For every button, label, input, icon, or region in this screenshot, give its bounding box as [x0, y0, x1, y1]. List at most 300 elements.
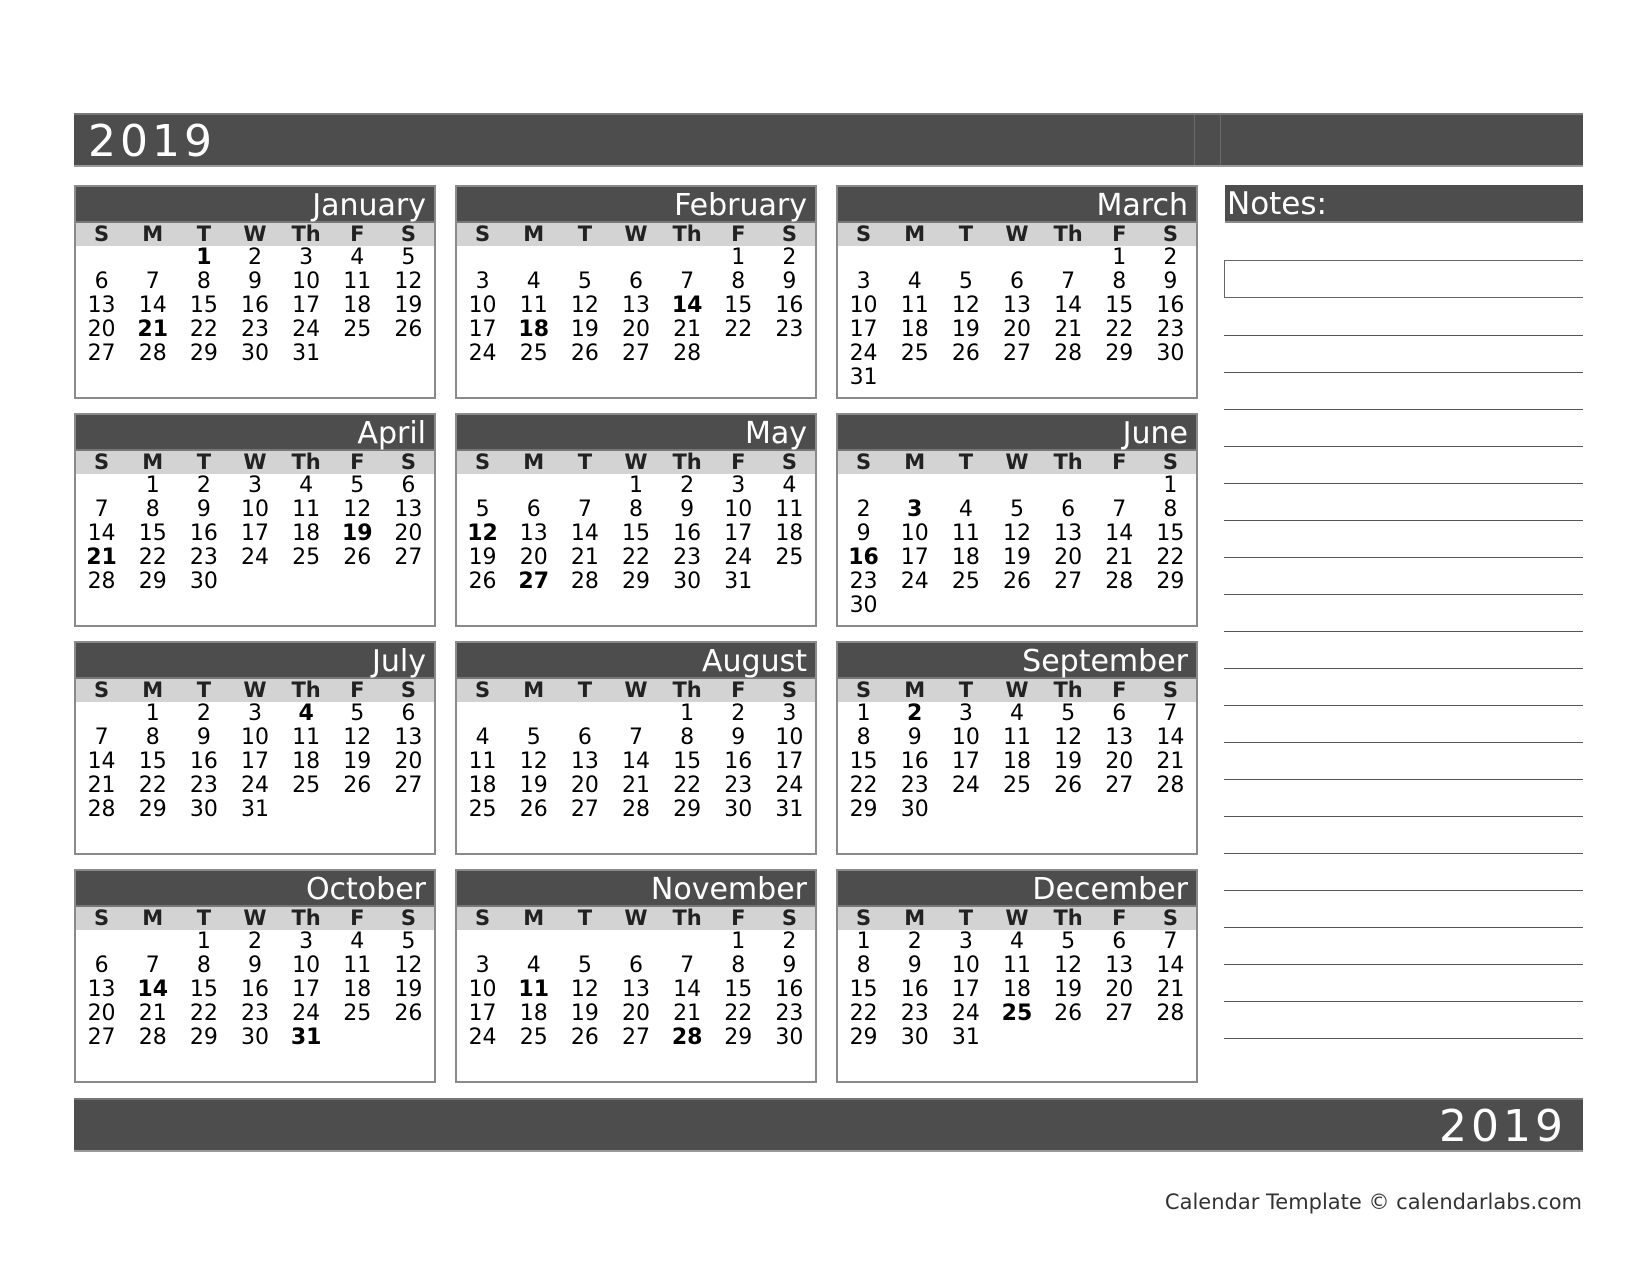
note-line[interactable] — [1224, 483, 1583, 484]
weekday-header: S — [838, 451, 889, 474]
weekday-header: S — [764, 223, 815, 246]
weekday-header: T — [178, 223, 229, 246]
day-cell: 27 — [621, 341, 650, 366]
weekday-header: Th — [662, 451, 713, 474]
day-cell: 11 — [292, 725, 321, 750]
day-cell: 25 — [775, 545, 804, 570]
note-line[interactable] — [1224, 705, 1583, 706]
month-title: September — [838, 643, 1196, 679]
day-cell: 7 — [145, 269, 160, 294]
day-cell: 13 — [87, 977, 116, 1002]
day-cell: 23 — [189, 773, 218, 798]
day-cell: 30 — [900, 1025, 929, 1050]
weekday-header: W — [991, 907, 1042, 930]
day-cell: 27 — [394, 545, 423, 570]
day-cell: 12 — [519, 749, 548, 774]
weekday-header: Th — [281, 223, 332, 246]
day-cell: 22 — [189, 317, 218, 342]
weekday-header: S — [76, 679, 127, 702]
day-cell: 12 — [467, 521, 498, 546]
day-cell: 21 — [1156, 977, 1185, 1002]
day-cell: 8 — [1163, 497, 1178, 522]
day-cell: 30 — [189, 569, 218, 594]
day-cell: 13 — [621, 293, 650, 318]
day-cell: 29 — [849, 1025, 878, 1050]
day-cell: 25 — [900, 341, 929, 366]
day-cell: 1 — [196, 245, 212, 270]
weekday-header: W — [991, 451, 1042, 474]
note-line[interactable] — [1224, 557, 1583, 558]
day-cell: 4 — [526, 269, 541, 294]
weekday-header: S — [1145, 907, 1196, 930]
day-cell: 29 — [849, 797, 878, 822]
day-cell: 16 — [189, 749, 218, 774]
day-cell: 1 — [1112, 245, 1127, 270]
day-cell: 27 — [1002, 341, 1031, 366]
month-title: January — [76, 187, 434, 223]
day-cell — [1043, 246, 1094, 270]
day-cell: 2 — [782, 929, 797, 954]
day-cell: 8 — [731, 269, 746, 294]
day-cell: 20 — [1002, 317, 1031, 342]
day-cell: 30 — [849, 593, 878, 618]
month-october — [74, 869, 436, 1083]
weekday-header: F — [713, 223, 764, 246]
day-cell: 3 — [475, 953, 490, 978]
day-cell: 17 — [724, 521, 753, 546]
day-cell: 14 — [87, 749, 116, 774]
day-cell: 14 — [570, 521, 599, 546]
day-cell: 26 — [468, 569, 497, 594]
weekday-header: F — [332, 679, 383, 702]
day-cell — [1145, 594, 1196, 618]
note-line[interactable] — [1224, 668, 1583, 669]
day-cell: 24 — [951, 1001, 980, 1026]
day-cell — [508, 474, 559, 498]
weekday-header: W — [229, 907, 280, 930]
day-cell: 9 — [907, 953, 922, 978]
day-cell: 23 — [775, 1001, 804, 1026]
day-cell — [1043, 798, 1094, 822]
month-title: June — [838, 415, 1196, 451]
day-cell: 18 — [468, 773, 497, 798]
day-cell: 20 — [621, 317, 650, 342]
day-cell: 26 — [394, 1001, 423, 1026]
day-cell: 24 — [240, 773, 269, 798]
day-cell: 13 — [1002, 293, 1031, 318]
note-line[interactable] — [1224, 335, 1583, 336]
day-cell: 5 — [350, 473, 365, 498]
weekday-header: F — [332, 907, 383, 930]
day-cell: 15 — [138, 749, 167, 774]
day-cell: 6 — [1009, 269, 1024, 294]
day-cell: 14 — [1105, 521, 1134, 546]
day-cell: 21 — [137, 317, 169, 342]
day-cell: 3 — [907, 497, 923, 522]
day-cell — [838, 474, 889, 498]
day-cell: 5 — [475, 497, 490, 522]
day-cell: 22 — [724, 1001, 753, 1026]
day-cell: 22 — [1156, 545, 1185, 570]
day-cell: 12 — [570, 293, 599, 318]
day-cell: 17 — [292, 293, 321, 318]
day-cell: 4 — [475, 725, 490, 750]
day-cell — [76, 474, 127, 498]
day-cell: 21 — [86, 545, 117, 570]
note-line[interactable] — [1224, 594, 1583, 595]
day-cell: 23 — [849, 569, 878, 594]
day-cell: 29 — [189, 1025, 218, 1050]
day-cell: 25 — [343, 1001, 372, 1026]
day-cell — [940, 798, 991, 822]
day-cell — [281, 798, 332, 822]
day-cell: 14 — [671, 293, 703, 318]
weekday-header: S — [76, 451, 127, 474]
day-cell: 29 — [724, 1025, 753, 1050]
day-cell: 22 — [621, 545, 650, 570]
month-title: February — [457, 187, 815, 223]
day-cell: 2 — [907, 701, 923, 726]
day-cell: 25 — [292, 773, 321, 798]
day-cell: 23 — [240, 317, 269, 342]
day-cell: 13 — [519, 521, 548, 546]
day-cell — [383, 1026, 434, 1050]
day-cell: 11 — [1002, 725, 1031, 750]
day-cell: 27 — [1105, 773, 1134, 798]
day-cell: 24 — [292, 317, 321, 342]
day-cell: 6 — [1061, 497, 1076, 522]
day-cell: 29 — [1105, 341, 1134, 366]
day-cell: 18 — [1002, 977, 1031, 1002]
weekday-header: F — [332, 451, 383, 474]
weekday-header: T — [940, 223, 991, 246]
day-cell: 2 — [247, 245, 262, 270]
weekday-header: F — [1094, 451, 1145, 474]
month-title: April — [76, 415, 434, 451]
day-cell: 22 — [849, 1001, 878, 1026]
weekday-header: S — [383, 451, 434, 474]
weekday-header: M — [508, 679, 559, 702]
day-cell: 5 — [1009, 497, 1024, 522]
day-cell: 4 — [1009, 929, 1024, 954]
day-cell: 5 — [577, 953, 592, 978]
note-line[interactable] — [1224, 1038, 1583, 1039]
day-cell — [764, 342, 815, 366]
weekday-header: Th — [662, 223, 713, 246]
day-cell: 14 — [1054, 293, 1083, 318]
day-cell — [610, 930, 661, 954]
note-line[interactable] — [1224, 372, 1583, 373]
day-cell: 1 — [628, 473, 643, 498]
day-cell: 31 — [240, 797, 269, 822]
weekday-header: S — [76, 907, 127, 930]
day-cell: 4 — [526, 953, 541, 978]
month-title: July — [76, 643, 434, 679]
day-cell: 25 — [343, 317, 372, 342]
day-cell: 2 — [196, 701, 211, 726]
day-cell — [991, 798, 1042, 822]
note-line[interactable] — [1224, 446, 1583, 447]
day-cell: 12 — [570, 977, 599, 1002]
day-cell: 11 — [900, 293, 929, 318]
day-cell: 7 — [1061, 269, 1076, 294]
day-cell: 19 — [1002, 545, 1031, 570]
day-cell: 31 — [292, 341, 321, 366]
weekday-header: S — [838, 907, 889, 930]
day-cell: 11 — [343, 269, 372, 294]
day-cell: 3 — [782, 701, 797, 726]
weekday-header: S — [457, 451, 508, 474]
day-cell: 13 — [394, 725, 423, 750]
weekday-header: S — [457, 679, 508, 702]
day-cell — [508, 702, 559, 726]
day-cell: 10 — [951, 953, 980, 978]
day-cell: 25 — [1001, 1001, 1033, 1026]
month-table — [76, 451, 434, 594]
weekday-header: S — [838, 679, 889, 702]
day-cell: 17 — [951, 977, 980, 1002]
day-cell: 26 — [343, 545, 372, 570]
day-cell — [662, 930, 713, 954]
day-cell: 3 — [475, 269, 490, 294]
weekday-header: F — [1094, 223, 1145, 246]
day-cell: 16 — [848, 545, 879, 570]
day-cell — [559, 702, 610, 726]
month-table — [838, 679, 1196, 822]
day-cell: 4 — [782, 473, 797, 498]
weekday-header: T — [178, 907, 229, 930]
day-cell: 30 — [189, 797, 218, 822]
day-cell: 18 — [292, 749, 321, 774]
weekday-header: Th — [1043, 679, 1094, 702]
note-line[interactable] — [1224, 1001, 1583, 1002]
day-cell: 15 — [1156, 521, 1185, 546]
day-cell: 30 — [724, 797, 753, 822]
day-cell: 16 — [240, 977, 269, 1002]
day-cell: 19 — [341, 521, 373, 546]
day-cell: 18 — [519, 1001, 548, 1026]
note-line[interactable] — [1224, 816, 1583, 817]
day-cell: 29 — [1156, 569, 1185, 594]
note-line[interactable] — [1224, 853, 1583, 854]
day-cell: 16 — [673, 521, 702, 546]
weekday-header: M — [508, 907, 559, 930]
day-cell: 11 — [1002, 953, 1031, 978]
day-cell: 7 — [680, 953, 695, 978]
day-cell: 25 — [468, 797, 497, 822]
day-cell: 15 — [189, 977, 218, 1002]
day-cell: 21 — [1054, 317, 1083, 342]
day-cell: 22 — [1105, 317, 1134, 342]
day-cell: 4 — [1009, 701, 1024, 726]
day-cell: 21 — [87, 773, 116, 798]
day-cell: 2 — [247, 929, 262, 954]
day-cell: 22 — [724, 317, 753, 342]
weekday-header: Th — [1043, 451, 1094, 474]
day-cell: 1 — [856, 929, 871, 954]
day-cell: 14 — [1156, 725, 1185, 750]
day-cell: 8 — [145, 725, 160, 750]
day-cell — [383, 342, 434, 366]
day-cell: 10 — [240, 725, 269, 750]
day-cell: 30 — [1156, 341, 1185, 366]
month-august — [455, 641, 817, 855]
notes-first-line[interactable] — [1224, 260, 1583, 298]
footer-year: 2019 — [1439, 1101, 1567, 1152]
day-cell: 8 — [1112, 269, 1127, 294]
month-september — [836, 641, 1198, 855]
day-cell: 24 — [951, 773, 980, 798]
day-cell: 6 — [94, 953, 109, 978]
day-cell: 9 — [196, 725, 211, 750]
note-line[interactable] — [1224, 779, 1583, 780]
day-cell: 18 — [343, 977, 372, 1002]
day-cell — [610, 246, 661, 270]
day-cell: 21 — [1156, 749, 1185, 774]
note-line[interactable] — [1224, 964, 1583, 965]
weekday-header: S — [76, 223, 127, 246]
day-cell: 11 — [518, 977, 550, 1002]
day-cell: 18 — [1002, 749, 1031, 774]
day-cell: 28 — [1054, 341, 1083, 366]
day-cell — [332, 798, 383, 822]
note-line[interactable] — [1224, 890, 1583, 891]
day-cell: 3 — [299, 245, 314, 270]
day-cell: 2 — [782, 245, 797, 270]
day-cell: 10 — [240, 497, 269, 522]
day-cell: 9 — [680, 497, 695, 522]
weekday-header: S — [764, 451, 815, 474]
day-cell: 13 — [87, 293, 116, 318]
weekday-header: W — [610, 451, 661, 474]
day-cell: 20 — [87, 317, 116, 342]
day-cell: 15 — [673, 749, 702, 774]
weekday-header: S — [838, 223, 889, 246]
day-cell: 18 — [292, 521, 321, 546]
day-cell — [1043, 366, 1094, 390]
month-table — [457, 679, 815, 822]
weekday-header: Th — [281, 907, 332, 930]
day-cell — [1145, 1026, 1196, 1050]
day-cell — [332, 1026, 383, 1050]
day-cell: 24 — [775, 773, 804, 798]
month-title: May — [457, 415, 815, 451]
month-table — [76, 679, 434, 822]
day-cell — [713, 342, 764, 366]
day-cell: 5 — [401, 929, 416, 954]
day-cell: 3 — [247, 701, 262, 726]
weekday-header: Th — [1043, 223, 1094, 246]
note-line[interactable] — [1224, 742, 1583, 743]
day-cell: 28 — [87, 797, 116, 822]
day-cell: 25 — [951, 569, 980, 594]
weekday-header: T — [940, 679, 991, 702]
day-cell: 5 — [401, 245, 416, 270]
day-cell: 17 — [292, 977, 321, 1002]
note-line[interactable] — [1224, 520, 1583, 521]
day-cell: 19 — [343, 749, 372, 774]
day-cell: 10 — [292, 269, 321, 294]
day-cell: 11 — [468, 749, 497, 774]
day-cell: 23 — [240, 1001, 269, 1026]
day-cell: 29 — [673, 797, 702, 822]
day-cell: 17 — [775, 749, 804, 774]
day-cell: 8 — [628, 497, 643, 522]
day-cell — [559, 930, 610, 954]
day-cell: 14 — [673, 977, 702, 1002]
day-cell: 20 — [1054, 545, 1083, 570]
day-cell: 6 — [1112, 929, 1127, 954]
day-cell — [1094, 594, 1145, 618]
day-cell: 16 — [775, 293, 804, 318]
day-cell: 9 — [247, 953, 262, 978]
day-cell — [332, 342, 383, 366]
day-cell: 21 — [570, 545, 599, 570]
weekday-header: Th — [281, 451, 332, 474]
day-cell — [1043, 594, 1094, 618]
day-cell: 23 — [189, 545, 218, 570]
weekday-header: S — [457, 223, 508, 246]
note-line[interactable] — [1224, 409, 1583, 410]
day-cell: 22 — [138, 773, 167, 798]
day-cell — [457, 930, 508, 954]
weekday-header: T — [559, 907, 610, 930]
day-cell — [1094, 474, 1145, 498]
weekday-header: Th — [281, 679, 332, 702]
day-cell: 4 — [958, 497, 973, 522]
day-cell: 29 — [189, 341, 218, 366]
day-cell: 17 — [900, 545, 929, 570]
day-cell — [940, 594, 991, 618]
day-cell: 27 — [570, 797, 599, 822]
day-cell: 23 — [1156, 317, 1185, 342]
weekday-header: S — [1145, 451, 1196, 474]
day-cell — [457, 702, 508, 726]
day-cell: 2 — [856, 497, 871, 522]
day-cell — [940, 366, 991, 390]
day-cell: 1 — [1163, 473, 1178, 498]
day-cell — [76, 246, 127, 270]
day-cell: 27 — [621, 1025, 650, 1050]
weekday-header: T — [559, 451, 610, 474]
day-cell: 2 — [907, 929, 922, 954]
month-title: November — [457, 871, 815, 907]
day-cell: 25 — [519, 341, 548, 366]
note-line[interactable] — [1224, 631, 1583, 632]
day-cell: 28 — [621, 797, 650, 822]
day-cell: 3 — [958, 701, 973, 726]
day-cell: 29 — [621, 569, 650, 594]
day-cell: 28 — [1156, 773, 1185, 798]
day-cell: 15 — [621, 521, 650, 546]
month-november — [455, 869, 817, 1083]
day-cell: 21 — [138, 1001, 167, 1026]
day-cell: 7 — [1112, 497, 1127, 522]
day-cell: 28 — [1105, 569, 1134, 594]
note-line[interactable] — [1224, 927, 1583, 928]
weekday-header: F — [713, 907, 764, 930]
day-cell: 24 — [468, 341, 497, 366]
day-cell: 30 — [673, 569, 702, 594]
day-cell: 17 — [240, 749, 269, 774]
month-title: August — [457, 643, 815, 679]
day-cell: 6 — [401, 701, 416, 726]
footer-bar — [74, 1098, 1583, 1152]
day-cell: 9 — [907, 725, 922, 750]
weekday-header: T — [178, 451, 229, 474]
month-table — [457, 907, 815, 1050]
day-cell: 8 — [856, 953, 871, 978]
